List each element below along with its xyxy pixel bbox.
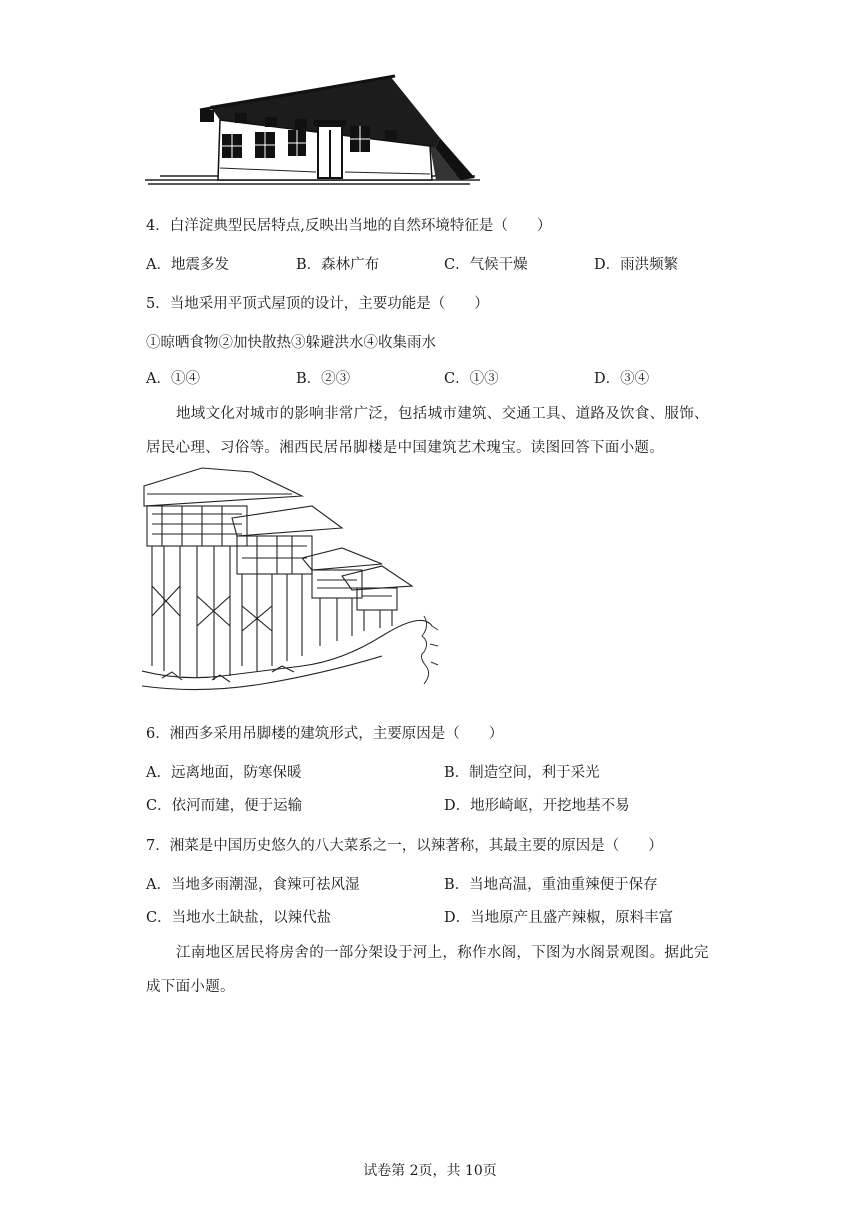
q7-option-a[interactable]: A．当地多雨潮湿，食辣可祛风湿 bbox=[146, 877, 360, 893]
q6-option-c[interactable]: C．依河而建，便于运输 bbox=[146, 798, 303, 814]
passage-2-line-1: 江南地区居民将房舍的一部分架设于河上，称作水阁，下图为水阁景观图。据此完 bbox=[176, 945, 709, 961]
passage-1-line-2: 居民心理、习俗等。湘西民居吊脚楼是中国建筑艺术瑰宝。读图回答下面小题。 bbox=[146, 440, 664, 456]
question-5-statements: ①晾晒食物②加快散热③躲避洪水④收集雨水 bbox=[146, 335, 436, 351]
q4-option-a[interactable]: A．地震多发 bbox=[146, 257, 229, 273]
passage-1-line-1: 地域文化对城市的影响非常广泛，包括城市建筑、交通工具、道路及饮食、服饰、 bbox=[176, 406, 709, 422]
q4-option-b[interactable]: B．森林广布 bbox=[296, 257, 380, 273]
stilt-house-illustration bbox=[142, 466, 442, 698]
question-6-stem: 6．湘西多采用吊脚楼的建筑形式，主要原因是（ ） bbox=[146, 726, 504, 742]
q4-option-c[interactable]: C．气候干燥 bbox=[444, 257, 528, 273]
q7-option-d[interactable]: D．当地原产且盛产辣椒，原料丰富 bbox=[444, 910, 674, 926]
q6-option-a[interactable]: A．远离地面，防寒保暖 bbox=[146, 765, 302, 781]
passage-2-line-2: 成下面小题。 bbox=[146, 979, 235, 995]
q7-option-c[interactable]: C．当地水土缺盐，以辣代盐 bbox=[146, 910, 332, 926]
page-footer: 试卷第 2页，共 10页 bbox=[363, 1163, 497, 1179]
question-4-stem: 4．白洋淀典型民居特点,反映出当地的自然环境特征是（ ） bbox=[146, 218, 552, 234]
q6-option-d[interactable]: D．地形崎岖，开挖地基不易 bbox=[444, 798, 630, 814]
flat-roof-house-illustration bbox=[140, 68, 485, 190]
q7-option-b[interactable]: B．当地高温，重油重辣便于保存 bbox=[444, 877, 658, 893]
q6-option-b[interactable]: B．制造空间，利于采光 bbox=[444, 765, 600, 781]
q5-option-b[interactable]: B．②③ bbox=[296, 371, 351, 387]
q4-option-d[interactable]: D．雨洪频繁 bbox=[594, 257, 679, 273]
q5-option-c[interactable]: C．①③ bbox=[444, 371, 499, 387]
q5-option-d[interactable]: D．③④ bbox=[594, 371, 650, 387]
question-7-stem: 7．湘菜是中国历史悠久的八大菜系之一，以辣著称，其最主要的原因是（ ） bbox=[146, 838, 663, 854]
q5-option-a[interactable]: A．①④ bbox=[146, 371, 200, 387]
question-5-stem: 5．当地采用平顶式屋顶的设计，主要功能是（ ） bbox=[146, 296, 489, 312]
